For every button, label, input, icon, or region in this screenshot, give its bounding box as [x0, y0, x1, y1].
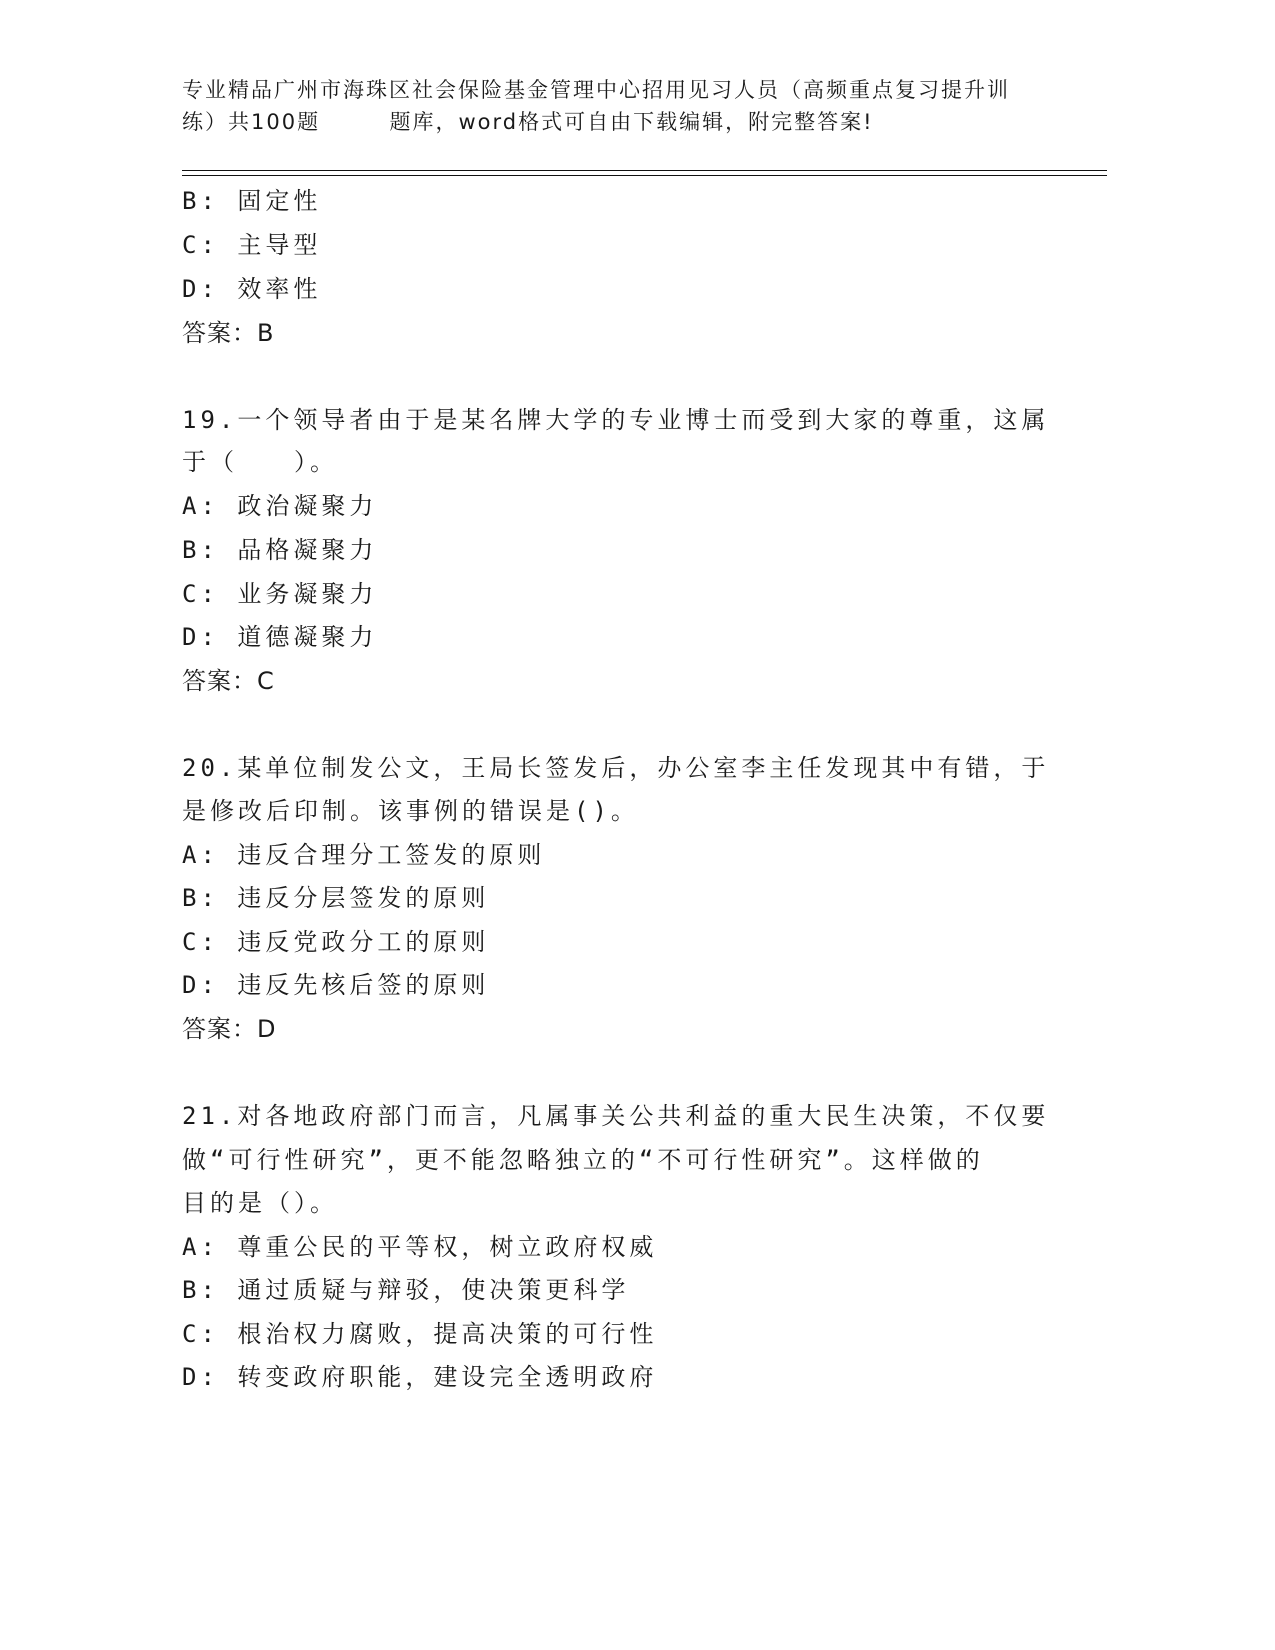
option-c: C: 违反党政分工的原则 [182, 928, 490, 956]
option-b: B: 违反分层签发的原则 [182, 884, 490, 912]
question-stem-line: 是修改后印制。该事例的错误是()。 [182, 797, 639, 825]
option-d: D: 效率性 [182, 275, 322, 303]
option-a: A: 违反合理分工签发的原则 [182, 841, 546, 869]
option-c: C: 业务凝聚力 [182, 580, 378, 608]
question-stem-line: 21.对各地政府部门而言，凡属事关公共利益的重大民生决策，不仅要 [182, 1102, 1050, 1130]
question-stem-line: 于（ ）。 [182, 448, 338, 476]
answer: 答案：B [182, 319, 275, 347]
header-title-line-1: 专业精品广州市海珠区社会保险基金管理中心招用见习人员（高频重点复习提升训 [182, 78, 1010, 102]
option-d: D: 违反先核后签的原则 [182, 971, 490, 999]
option-a: A: 尊重公民的平等权，树立政府权威 [182, 1233, 658, 1261]
header-title-line-2: 练）共100题 题库，word格式可自由下载编辑，附完整答案! [182, 110, 874, 134]
document-header [182, 74, 1082, 138]
option-a: A: 政治凝聚力 [182, 492, 378, 520]
header-divider-top [182, 170, 1107, 171]
question-stem-line: 20.某单位制发公文，王局长签发后，办公室李主任发现其中有错，于 [182, 754, 1050, 782]
answer: 答案：C [182, 667, 275, 695]
option-c: C: 主导型 [182, 231, 322, 259]
option-d: D: 道德凝聚力 [182, 623, 378, 651]
question-stem-line: 目的是（）。 [182, 1189, 338, 1217]
header-divider-bottom [182, 175, 1107, 176]
answer: 答案：D [182, 1015, 277, 1043]
question-stem-line: 做“可行性研究”，更不能忽略独立的“不可行性研究”。这样做的 [182, 1146, 984, 1174]
option-c: C: 根治权力腐败，提高决策的可行性 [182, 1320, 658, 1348]
option-b: B: 品格凝聚力 [182, 536, 378, 564]
option-d: D: 转变政府职能，建设完全透明政府 [182, 1363, 658, 1391]
option-b: B: 通过质疑与辩驳，使决策更科学 [182, 1276, 630, 1304]
option-b: B: 固定性 [182, 187, 322, 215]
question-stem-line: 19.一个领导者由于是某名牌大学的专业博士而受到大家的尊重，这属 [182, 406, 1050, 434]
